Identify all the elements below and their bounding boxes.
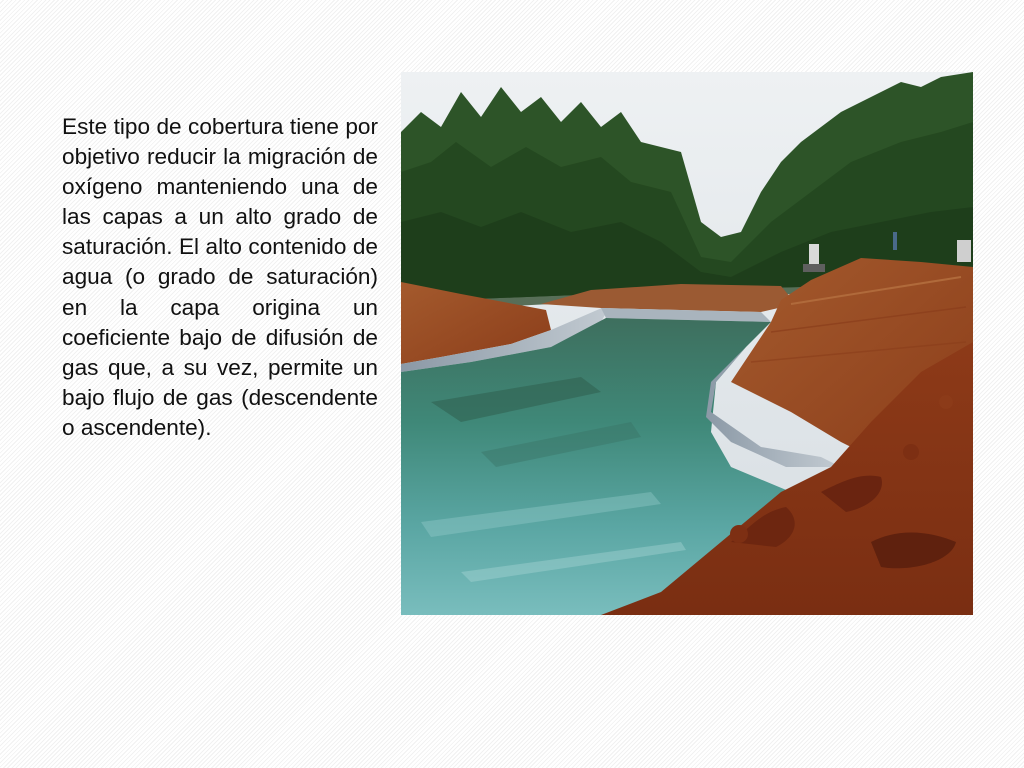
pond-illustration bbox=[401, 72, 973, 615]
body-text: Este tipo de cobertura tiene por objetivo reducir la migración de oxígeno manteniendo una de las capas a un alto grado de saturación. El alto contenido de agua (o grado de saturación) en la capa origina un coeficiente bajo de difusión de gas que, a su vez, permite un bajo flujo de gas (descendente o ascendente). bbox=[62, 114, 378, 440]
pond-photo bbox=[401, 72, 973, 615]
